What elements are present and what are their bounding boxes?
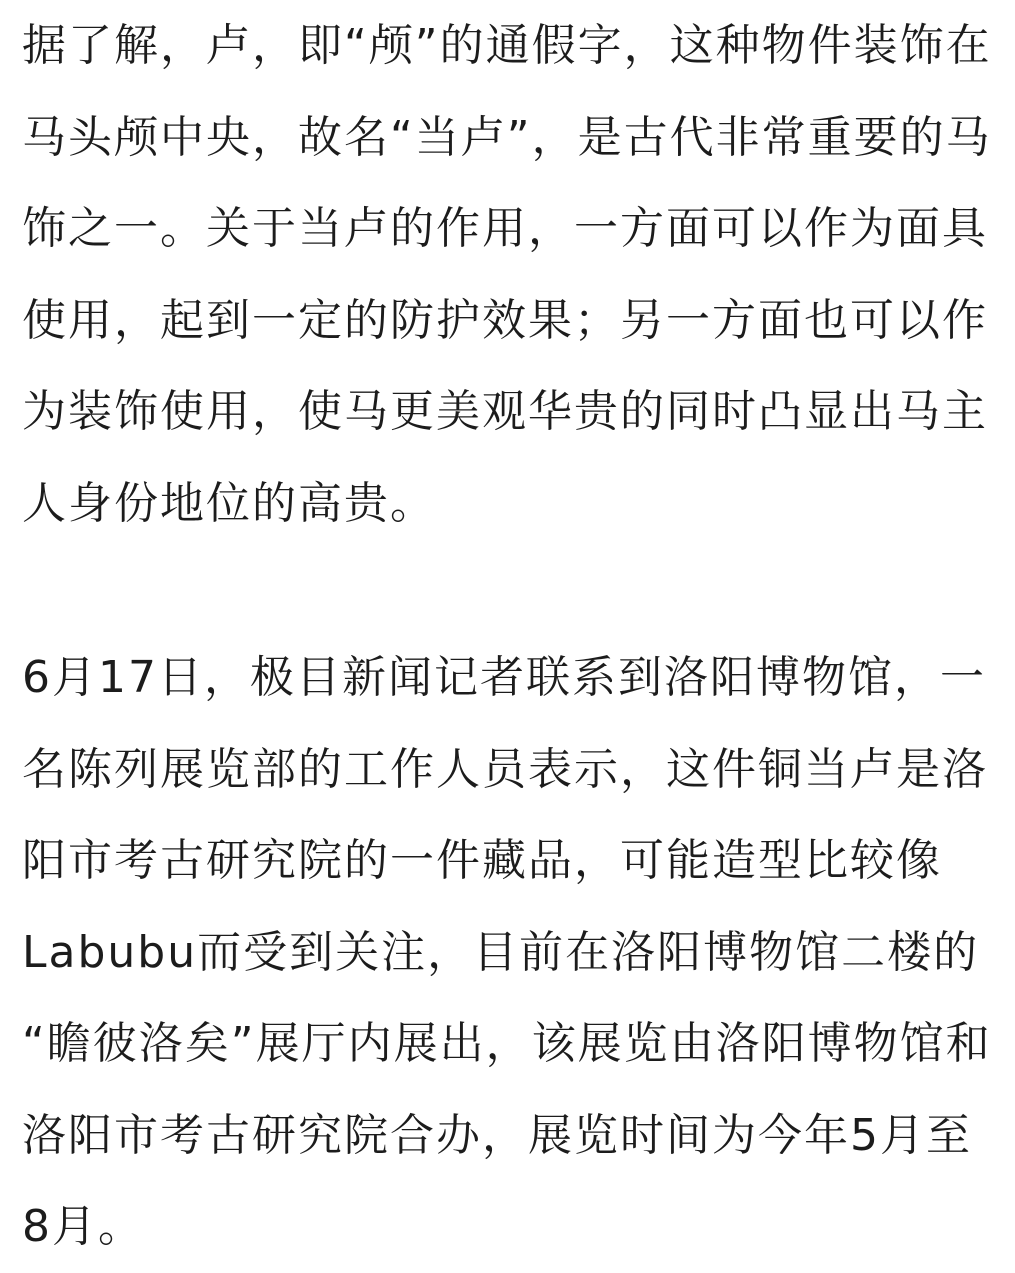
text-line: 马头颅中央，故名“当卢”，是古代非常重要的马: [22, 111, 992, 163]
text-line: Labubu而受到关注，目前在洛阳博物馆二楼的: [22, 926, 980, 978]
paragraph-danglu-explanation: [22, 0, 1002, 549]
text-line: 使用，起到一定的防护效果；另一方面也可以作: [22, 294, 988, 346]
text-line: 饰之一。关于当卢的作用，一方面可以作为面具: [22, 203, 988, 254]
text-line: 8月。: [22, 1201, 144, 1252]
paragraph-museum-statement: [22, 632, 992, 1273]
text-line: 名陈列展览部的工作人员表示，这件铜当卢是洛: [22, 743, 988, 795]
text-line: 据了解，卢，即“颅”的通假字，这种物件装饰在: [22, 20, 992, 71]
text-line: 洛阳市考古研究院合办，展览时间为今年5月至: [22, 1109, 972, 1161]
text-line: “瞻彼洛矣”展厅内展出，该展览由洛阳博物馆和: [22, 1018, 992, 1069]
text-line: 阳市考古研究院的一件藏品，可能造型比较像: [22, 835, 942, 886]
article-body: [22, 0, 1002, 1252]
text-line: 人身份地位的高贵。: [22, 477, 436, 529]
text-line: 为装饰使用，使马更美观华贵的同时凸显出马主: [22, 386, 988, 437]
text-line: 6月17日，极目新闻记者联系到洛阳博物馆，一: [22, 652, 986, 703]
